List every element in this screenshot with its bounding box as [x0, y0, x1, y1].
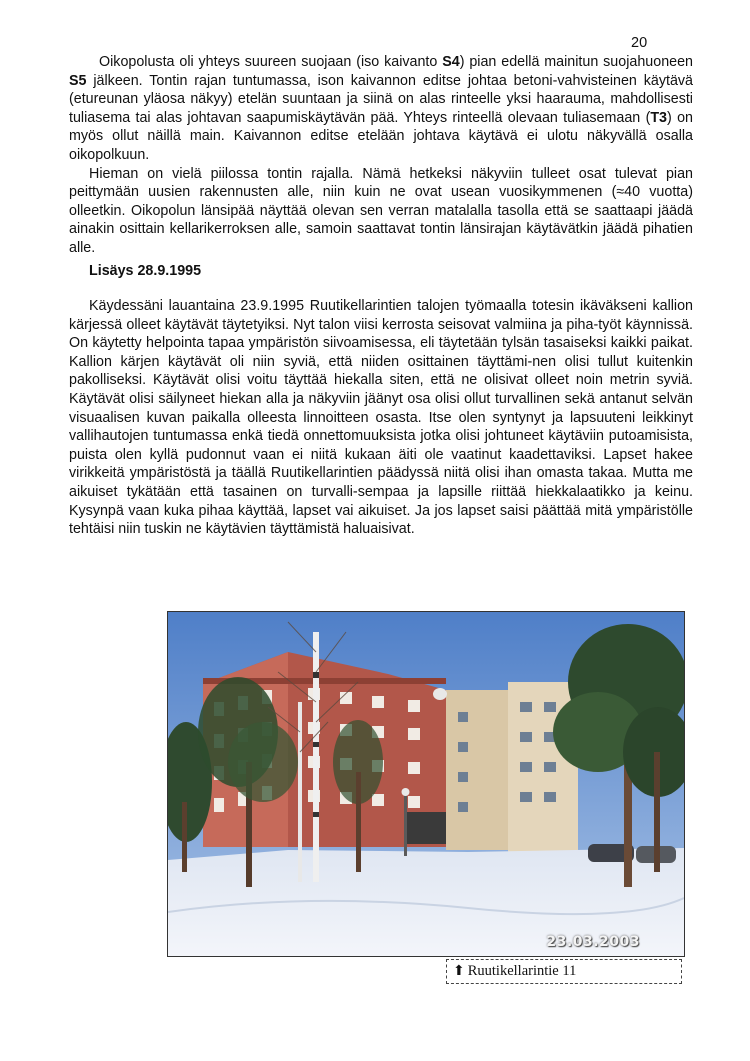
- photo-caption: [446, 959, 682, 984]
- paragraph-2: Hieman on vielä piilossa tontin rajalla. Nämä hetkeksi näkyviin tulleet osat tulevat pian peittymään uusien rakennusten alle, niin kuin ne ovat usean vuosikymmenen (≈40 vuotta) olleetkin. Oikopolun länsipää näyttää olevan sen verran matalalla tasolla että se saattaapi jäädä ainakin osittain kellarikerroksen alle, samoin saattavat tontin länsirajan käytävätkin jäädä pihatien alle.: [69, 165, 693, 256]
- paragraph-3: Käydessäni lauantaina 23.9.1995 Ruutikellarintien talojen työmaalla totesin ikäväkseni kallion kärjessä olleet käytävät täytetyiksi. Nyt talon viisi kerrosta seisovat valmiina ja piha-työt käynnissä. On käytetty helpointa tapaa ympäristön siivoamisessa, eli täytetään tylsän tasaiseksi kaikki paikat. Kallion kärjen käytävät oli niin syviä, että niiden osittainen täyttämi-nen olisi tullut kuitenkin pakolliseksi. Käytävät olisi voitu täyttää hiekalla siten, että ne olisivat olleet noin metrin syviä. Käytävät olisi säilyneet hiekan alla ja näkyviin jäänyt osa olisi ollut turvallinen sekä antanut selvän visuaalisen kuvan paikalla olleesta linnoitteen osasta. Itse olen syntynyt ja lapsuuteni leikkinyt vallihautojen tuntumassa enkä tiedä onnettomuuksista jotka olisi johtuneet käytäviin putoamisista, puista olen kyllä pudonnut vaan ei niitä kukaan äiti ole vaatinut kaadettaviksi. Lapset hakee virikkeitä ympäristöstä ja täällä Ruutikellarintien päädyssä niitä olisi ihan omasta takaa. Mutta me aikuiset tykätään että tasainen on turvalli-sempaa ja lapsille riittää hiekkalaatikko ja keinu. Kysynpä vaan kuka pihaa käyttää, lapset vai aikuiset. Ja jos lapset saisi päättää mitä ympäristölle tehtäisi niin tuskin ne käytävien täyttämistä haluaisivat.: [69, 298, 693, 538]
- up-arrow-icon: ⬆: [453, 963, 465, 979]
- paragraph-1: [69, 53, 693, 165]
- apartment-photo: [167, 611, 685, 957]
- section-heading: Lisäys 28.9.1995: [89, 263, 202, 279]
- text-block-2: [69, 297, 693, 539]
- photo-illustration: [168, 612, 684, 956]
- p1-text-1: Oikopolusta oli yhteys suureen suojaan (iso kaivanto: [99, 54, 443, 70]
- p1-text-4: ) on myös ollut näillä main. Kaivannon editse etelään johtava käytävä ei ulotu näkyvällä osalla oikopolkuun.: [69, 109, 693, 163]
- text-block-1: [69, 53, 693, 258]
- p1-text-3: jälkeen. Tontin rajan tuntumassa, ison kaivannon editse johtaa betoni-vahvisteinen käytävä (etureunan yläosa näkyy) etelän suuntaan ja siinä on alas rinteelle yksi haarauma, mahdollisesti tuliasema tai alas johtavan saapumiskäytävän pää. Yhteys rinteellä olevaan tuliasemaan (: [69, 72, 693, 126]
- photo-caption-text: Ruutikellarintie 11: [467, 963, 577, 979]
- ref-s4: S4: [442, 54, 460, 70]
- ref-s5: S5: [69, 72, 87, 89]
- ref-t3: T3: [650, 109, 668, 126]
- page-number: 20: [631, 35, 648, 51]
- photo-date-stamp: 23.03.2003: [546, 934, 640, 950]
- p1-text-2: ) pian edellä mainitun suojahuoneen: [459, 54, 694, 70]
